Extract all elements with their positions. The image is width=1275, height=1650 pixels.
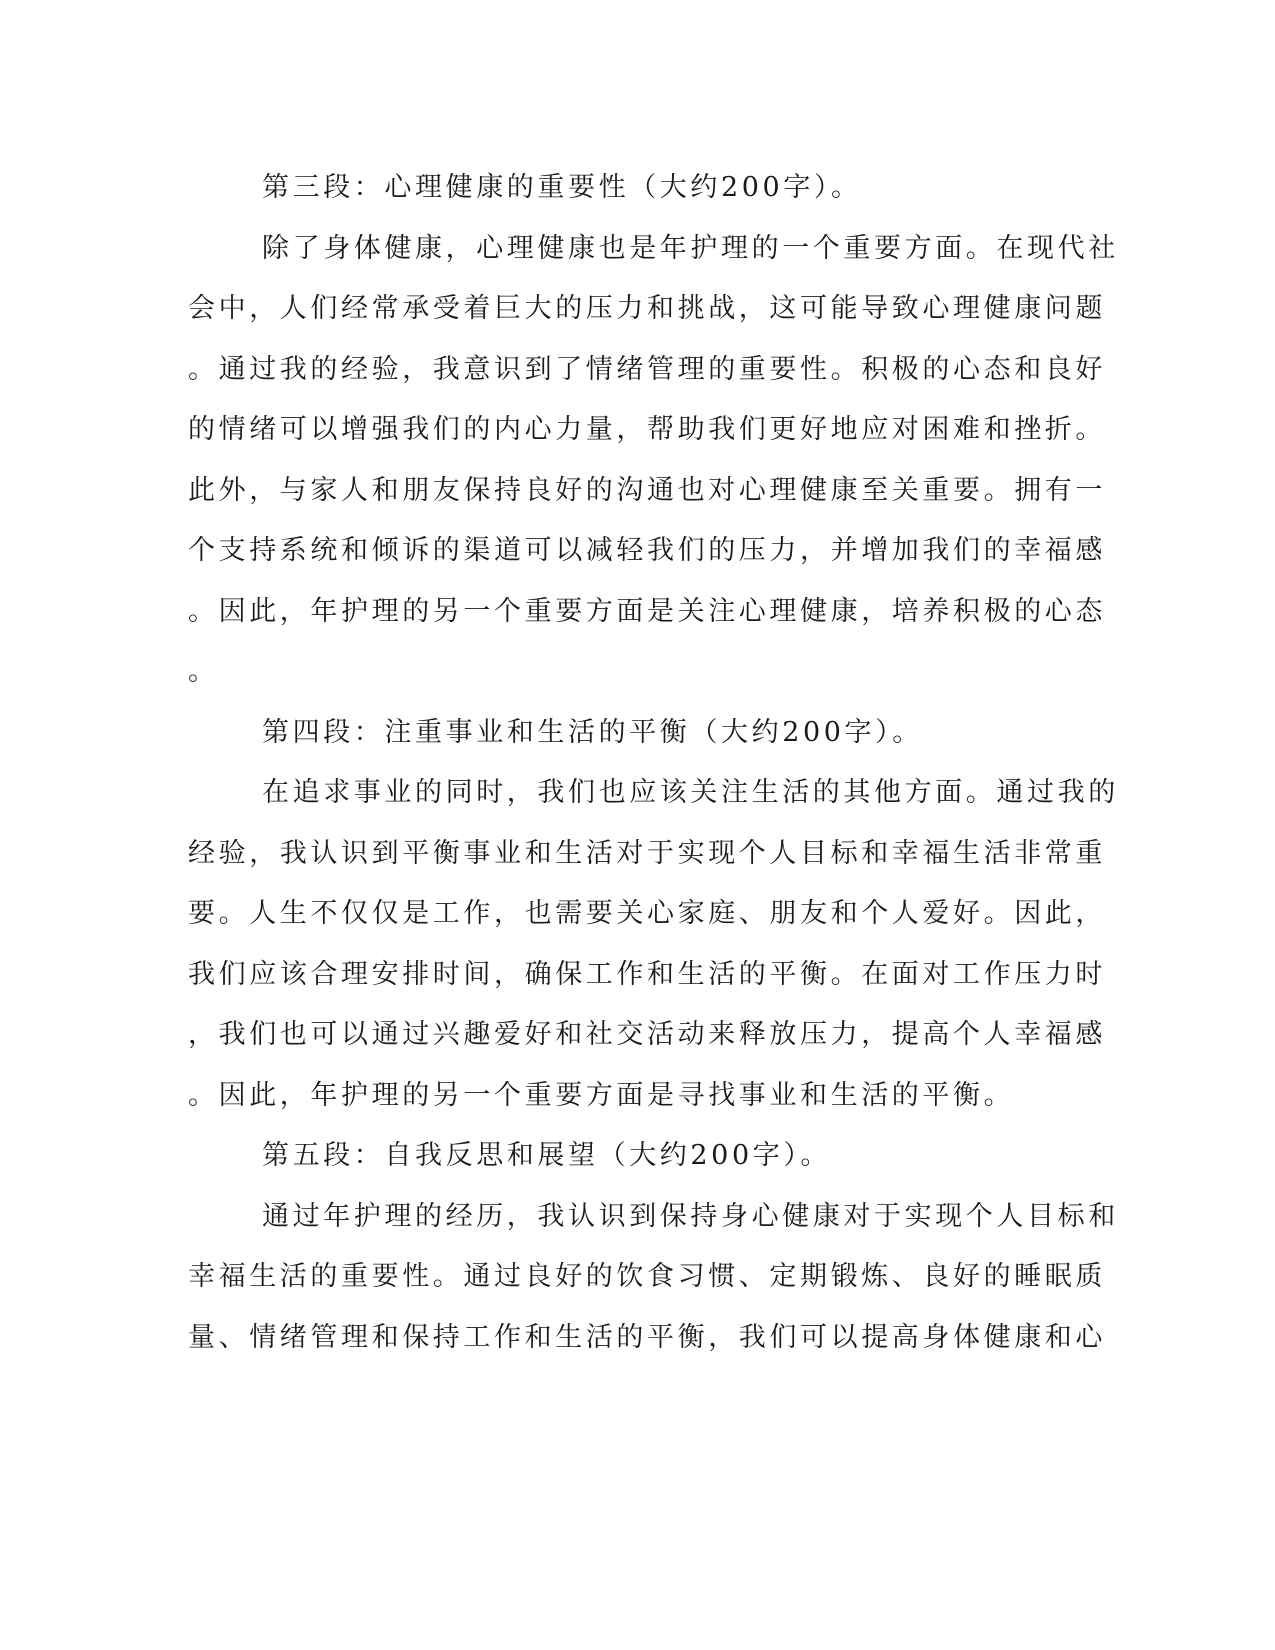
paragraph-line: 。因此，年护理的另一个重要方面是关注心理健康，培养积极的心态 [188,595,1106,627]
paragraph-line: 通过年护理的经历，我认识到保持身心健康对于实现个人目标和 [262,1200,1119,1232]
heading-section-3: 第三段：心理健康的重要性（大约200字）。 [262,172,862,203]
paragraph-line: 。因此，年护理的另一个重要方面是寻找事业和生活的平衡。 [188,1079,1015,1111]
paragraph-line: 在追求事业的同时，我们也应该关注生活的其他方面。通过我的 [262,777,1119,808]
paragraph-line: 的情绪可以增强我们的内心力量，帮助我们更好地应对困难和挫折。 [188,414,1106,445]
paragraph-line: 个支持系统和倾诉的渠道可以减轻我们的压力，并增加我们的幸福感 [188,535,1106,566]
paragraph-line: 幸福生活的重要性。通过良好的饮食习惯、定期锻炼、良好的睡眠质 [188,1261,1106,1292]
paragraph-line: 要。人生不仅仅是工作，也需要关心家庭、朋友和个人爱好。因此， [188,898,1106,929]
paragraph-line: 我们应该合理安排时间，确保工作和生活的平衡。在面对工作压力时 [188,958,1106,990]
paragraph-line: 量、情绪管理和保持工作和生活的平衡，我们可以提高身体健康和心 [188,1321,1106,1353]
paragraph-line: 经验，我认识到平衡事业和生活对于实现个人目标和幸福生活非常重 [188,837,1106,869]
heading-section-5: 第五段：自我反思和展望（大约200字）。 [262,1140,832,1171]
paragraph-line: 。通过我的经验，我意识到了情绪管理的重要性。积极的心态和良好 [188,353,1106,385]
paragraph-line: 。 [188,656,219,687]
paragraph-line: 会中，人们经常承受着巨大的压力和挑战，这可能导致心理健康问题 [188,293,1106,324]
paragraph-line: 除了身体健康，心理健康也是年护理的一个重要方面。在现代社 [262,232,1119,264]
heading-section-4: 第四段：注重事业和生活的平衡（大约200字）。 [262,716,923,748]
document-body [188,158,1119,1368]
paragraph-line: ，我们也可以通过兴趣爱好和社交活动来释放压力，提高个人幸福感 [188,1019,1106,1050]
paragraph-line: 此外，与家人和朋友保持良好的沟通也对心理健康至关重要。拥有一 [188,474,1106,506]
